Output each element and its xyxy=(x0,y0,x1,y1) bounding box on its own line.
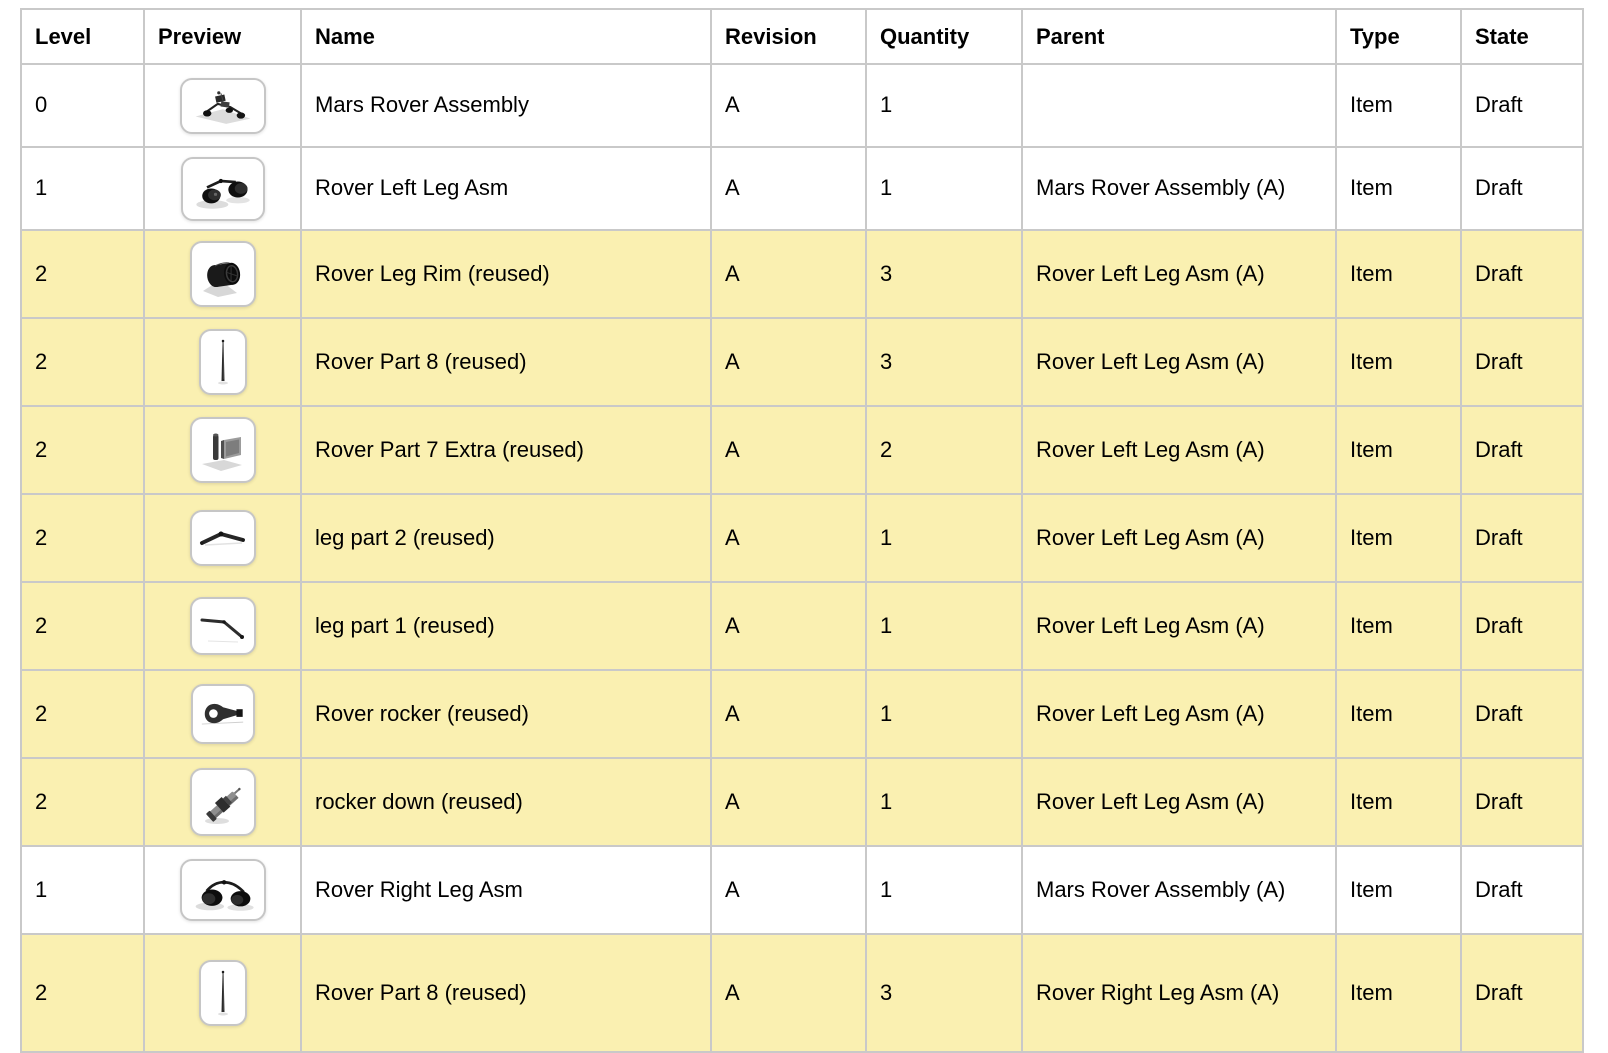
table-row[interactable] xyxy=(21,318,1583,406)
part-preview-thumbnail[interactable] xyxy=(199,329,247,395)
table-row[interactable] xyxy=(21,230,1583,318)
bom-table xyxy=(20,8,1584,1053)
table-row[interactable] xyxy=(21,147,1583,230)
revision-value: A xyxy=(725,436,740,462)
quantity-value: 1 xyxy=(880,92,893,118)
column-header-parent[interactable]: Parent xyxy=(1022,9,1336,64)
rod-icon xyxy=(207,968,239,1018)
right-leg-assembly-icon xyxy=(188,867,258,913)
leg-rim-icon xyxy=(198,249,248,299)
part-preview-thumbnail[interactable] xyxy=(181,157,265,221)
revision-value: A xyxy=(725,700,740,726)
state-value: Draft xyxy=(1475,436,1523,462)
type-value: Item xyxy=(1350,876,1393,902)
rocker-icon xyxy=(199,692,247,736)
part-name: Rover Left Leg Asm xyxy=(315,175,509,201)
left-leg-assembly-icon xyxy=(189,165,257,213)
parent-value: Rover Left Leg Asm (A) xyxy=(1036,700,1265,726)
type-value: Item xyxy=(1350,700,1393,726)
parent-value: Mars Rover Assembly (A) xyxy=(1036,175,1286,201)
state-value: Draft xyxy=(1475,876,1523,902)
revision-value: A xyxy=(725,524,740,550)
part-preview-thumbnail[interactable] xyxy=(180,859,266,921)
part-preview-thumbnail[interactable] xyxy=(190,768,256,836)
part-name: Rover rocker (reused) xyxy=(315,700,529,726)
parent-value: Rover Left Leg Asm (A) xyxy=(1036,788,1265,814)
revision-value: A xyxy=(725,175,740,201)
level-value: 2 xyxy=(35,788,48,814)
type-value: Item xyxy=(1350,524,1393,550)
level-value: 2 xyxy=(35,612,48,638)
quantity-value: 3 xyxy=(880,348,893,374)
column-header-preview[interactable]: Preview xyxy=(144,9,301,64)
bom-structure-panel xyxy=(20,8,1583,1053)
quantity-value: 1 xyxy=(880,876,893,902)
part-preview-thumbnail[interactable] xyxy=(190,417,256,483)
table-row[interactable] xyxy=(21,406,1583,494)
quantity-value: 3 xyxy=(880,260,893,286)
revision-value: A xyxy=(725,612,740,638)
parent-value: Rover Left Leg Asm (A) xyxy=(1036,612,1265,638)
part-name: Mars Rover Assembly xyxy=(315,92,529,118)
parent-value: Rover Left Leg Asm (A) xyxy=(1036,436,1265,462)
type-value: Item xyxy=(1350,92,1393,118)
level-value: 2 xyxy=(35,700,48,726)
state-value: Draft xyxy=(1475,788,1523,814)
quantity-value: 1 xyxy=(880,700,893,726)
part-preview-thumbnail[interactable] xyxy=(190,241,256,307)
quantity-value: 1 xyxy=(880,175,893,201)
level-value: 2 xyxy=(35,979,48,1005)
table-row[interactable] xyxy=(21,670,1583,758)
part-name: Rover Part 8 (reused) xyxy=(315,979,527,1005)
revision-value: A xyxy=(725,92,740,118)
state-value: Draft xyxy=(1475,92,1523,118)
state-value: Draft xyxy=(1475,524,1523,550)
column-header-state[interactable]: State xyxy=(1461,9,1583,64)
table-row[interactable] xyxy=(21,64,1583,147)
state-value: Draft xyxy=(1475,700,1523,726)
part-name: Rover Right Leg Asm xyxy=(315,876,523,902)
level-value: 2 xyxy=(35,260,48,286)
parent-value: Mars Rover Assembly (A) xyxy=(1036,876,1286,902)
level-value: 2 xyxy=(35,436,48,462)
state-value: Draft xyxy=(1475,175,1523,201)
part-name: leg part 1 (reused) xyxy=(315,612,495,638)
part-preview-thumbnail[interactable] xyxy=(190,510,256,566)
column-header-level[interactable]: Level xyxy=(21,9,144,64)
parent-value: Rover Left Leg Asm (A) xyxy=(1036,524,1265,550)
revision-value: A xyxy=(725,876,740,902)
state-value: Draft xyxy=(1475,612,1523,638)
rocker-down-icon xyxy=(198,776,248,828)
part-preview-thumbnail[interactable] xyxy=(199,960,247,1026)
type-value: Item xyxy=(1350,979,1393,1005)
level-value: 2 xyxy=(35,348,48,374)
v-arm-icon xyxy=(198,518,248,558)
bent-rod-icon xyxy=(198,605,248,647)
part-name: Rover Part 7 Extra (reused) xyxy=(315,436,584,462)
quantity-value: 3 xyxy=(880,979,893,1005)
part-name: Rover Part 8 (reused) xyxy=(315,348,527,374)
quantity-value: 1 xyxy=(880,612,893,638)
level-value: 0 xyxy=(35,92,48,118)
quantity-value: 1 xyxy=(880,524,893,550)
type-value: Item xyxy=(1350,175,1393,201)
level-value: 1 xyxy=(35,175,48,201)
part-preview-thumbnail[interactable] xyxy=(180,78,266,134)
column-header-name[interactable]: Name xyxy=(301,9,711,64)
state-value: Draft xyxy=(1475,348,1523,374)
table-row[interactable] xyxy=(21,934,1583,1052)
level-value: 2 xyxy=(35,524,48,550)
level-value: 1 xyxy=(35,876,48,902)
type-value: Item xyxy=(1350,348,1393,374)
table-row[interactable] xyxy=(21,582,1583,670)
bracket-icon xyxy=(198,425,248,475)
type-value: Item xyxy=(1350,260,1393,286)
parent-value: Rover Left Leg Asm (A) xyxy=(1036,260,1265,286)
table-row[interactable] xyxy=(21,758,1583,846)
header-row xyxy=(21,9,1583,64)
column-header-quantity[interactable]: Quantity xyxy=(866,9,1022,64)
type-value: Item xyxy=(1350,612,1393,638)
table-row[interactable] xyxy=(21,494,1583,582)
parent-value: Rover Left Leg Asm (A) xyxy=(1036,348,1265,374)
state-value: Draft xyxy=(1475,260,1523,286)
parent-value: Rover Right Leg Asm (A) xyxy=(1036,979,1280,1005)
part-name: Rover Leg Rim (reused) xyxy=(315,260,550,286)
quantity-value: 1 xyxy=(880,788,893,814)
part-name: rocker down (reused) xyxy=(315,788,523,814)
table-row[interactable] xyxy=(21,846,1583,934)
revision-value: A xyxy=(725,788,740,814)
part-preview-thumbnail[interactable] xyxy=(191,684,255,744)
type-value: Item xyxy=(1350,436,1393,462)
rod-icon xyxy=(207,337,239,387)
column-header-revision[interactable]: Revision xyxy=(711,9,866,64)
revision-value: A xyxy=(725,979,740,1005)
column-header-type[interactable]: Type xyxy=(1336,9,1461,64)
revision-value: A xyxy=(725,348,740,374)
type-value: Item xyxy=(1350,788,1393,814)
revision-value: A xyxy=(725,260,740,286)
quantity-value: 2 xyxy=(880,436,893,462)
state-value: Draft xyxy=(1475,979,1523,1005)
part-preview-thumbnail[interactable] xyxy=(190,597,256,655)
part-name: leg part 2 (reused) xyxy=(315,524,495,550)
rover-assembly-icon xyxy=(188,86,258,126)
